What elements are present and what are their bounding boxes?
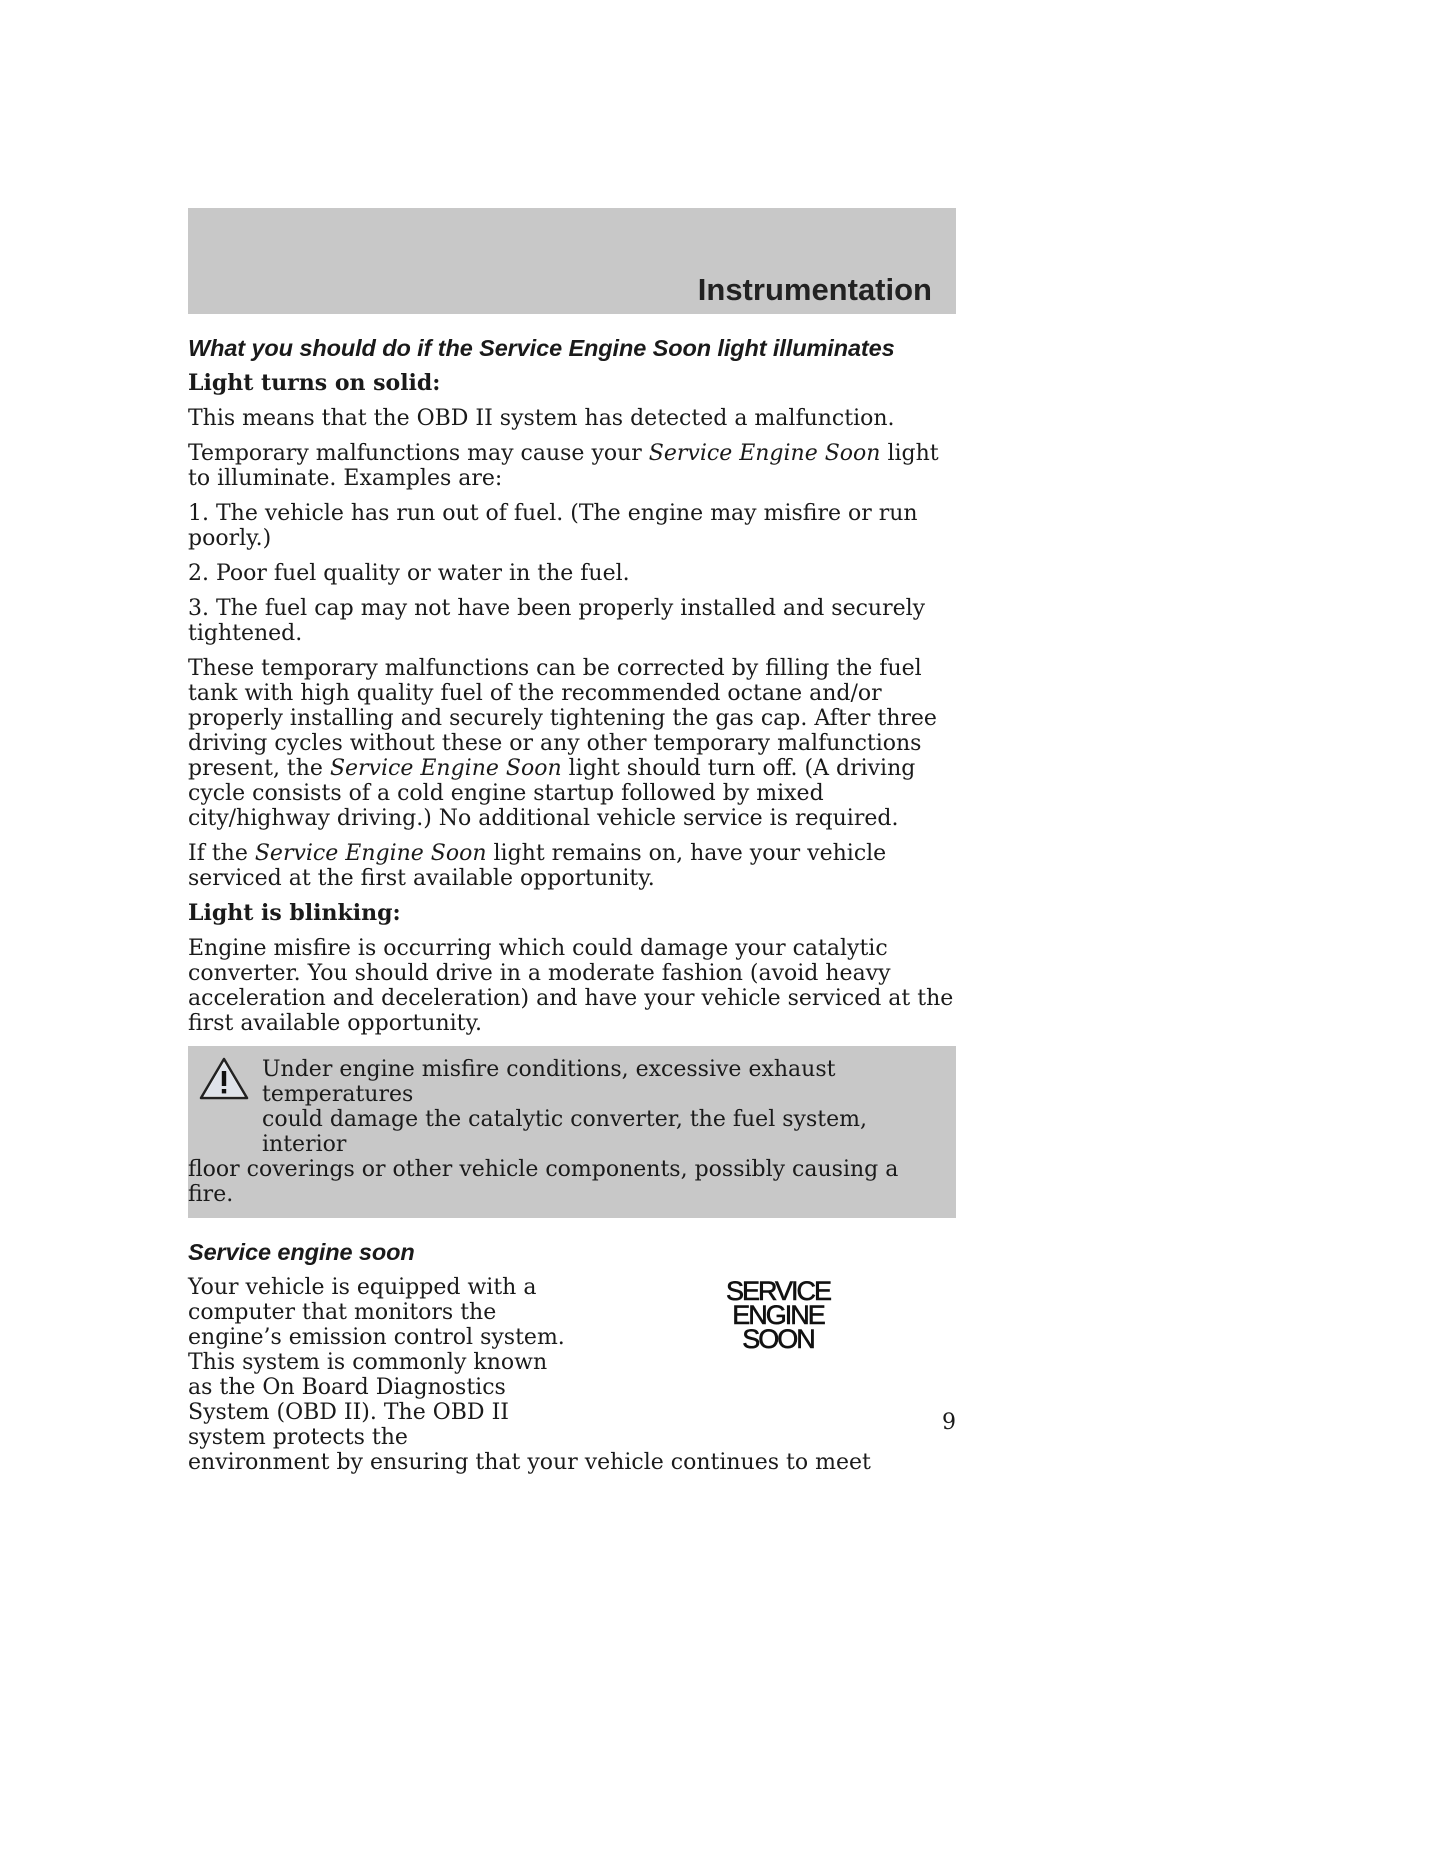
indicator-line3: SOON	[742, 1324, 814, 1354]
warning-triangle-icon	[198, 1056, 250, 1102]
service-engine-soon-block	[188, 1275, 956, 1475]
indicator-line2: ENGINE	[732, 1300, 824, 1330]
subheading-light-solid: Light turns on solid:	[188, 370, 441, 396]
warning-text-line3: floor coverings or other vehicle components, possibly causing a fire.	[188, 1157, 899, 1207]
italic-light-name: Service Engine Soon	[329, 756, 562, 781]
chapter-header	[188, 208, 956, 314]
text-run: If the	[188, 841, 255, 866]
paragraph-obd-intro: Your vehicle is equipped with a computer that monitors the engine’s emission control system. This system is commonly known as the On Board Diagnostics System (OBD II). The OBD II system protects the	[188, 1275, 565, 1450]
indicator-line1: SERVICE	[725, 1276, 831, 1306]
italic-light-name: Service Engine Soon	[648, 441, 881, 466]
list-item-3: 3. The fuel cap may not have been properly installed and securely tightened.	[188, 596, 926, 646]
section-heading-service-engine-soon: Service engine soon	[188, 1239, 415, 1265]
service-engine-soon-indicator-icon	[718, 1276, 838, 1354]
list-item-1: 1. The vehicle has run out of fuel. (The engine may misfire or run poorly.)	[188, 501, 918, 551]
warning-text-line2: could damage the catalytic converter, the fuel system, interior	[262, 1107, 867, 1157]
section-heading-what-to-do: What you should do if the Service Engine Soon light illuminates	[188, 335, 895, 361]
chapter-title: Instrumentation	[697, 272, 932, 307]
paragraph-obd-detected: This means that the OBD II system has detected a malfunction.	[188, 406, 895, 431]
subheading-light-blinking: Light is blinking:	[188, 900, 401, 926]
warning-box	[188, 1046, 956, 1218]
list-item-2: 2. Poor fuel quality or water in the fuel.	[188, 561, 630, 586]
paragraph-misfire: Engine misfire is occurring which could damage your catalytic converter. You should drive in a moderate fashion (avoid heavy acceleration and deceleration) and have your vehicle serviced at the first available opportunity.	[188, 936, 954, 1036]
text-run: light remains on, have your vehicle serviced at the first available opportunity.	[188, 841, 887, 891]
warning-text-line1: Under engine misfire conditions, excessive exhaust temperatures	[262, 1057, 836, 1107]
paragraph-light-remains-on	[188, 841, 956, 891]
text-run: light should turn off. (A driving cycle consists of a cold engine startup followed by mixed city/highway driving.) No additional vehicle service is required.	[188, 756, 916, 831]
italic-light-name: Service Engine Soon	[254, 841, 487, 866]
paragraph-temporary-malfunctions	[188, 441, 956, 491]
text-run: These temporary malfunctions can be corrected by filling the fuel tank with high quality fuel of the recommended octane and/or properly installing and securely tightening the gas cap. After three driving cycles without these or any other temporary malfunctions present, the	[188, 656, 937, 781]
text-run: Temporary malfunctions may cause your	[188, 441, 649, 466]
paragraph-corrections	[188, 656, 956, 831]
page-number: 9	[942, 1410, 956, 1435]
page-content	[188, 336, 956, 1475]
paragraph-obd-intro-continued: environment by ensuring that your vehicle continues to meet	[188, 1450, 871, 1475]
text-run: light to illuminate. Examples are:	[188, 441, 939, 491]
